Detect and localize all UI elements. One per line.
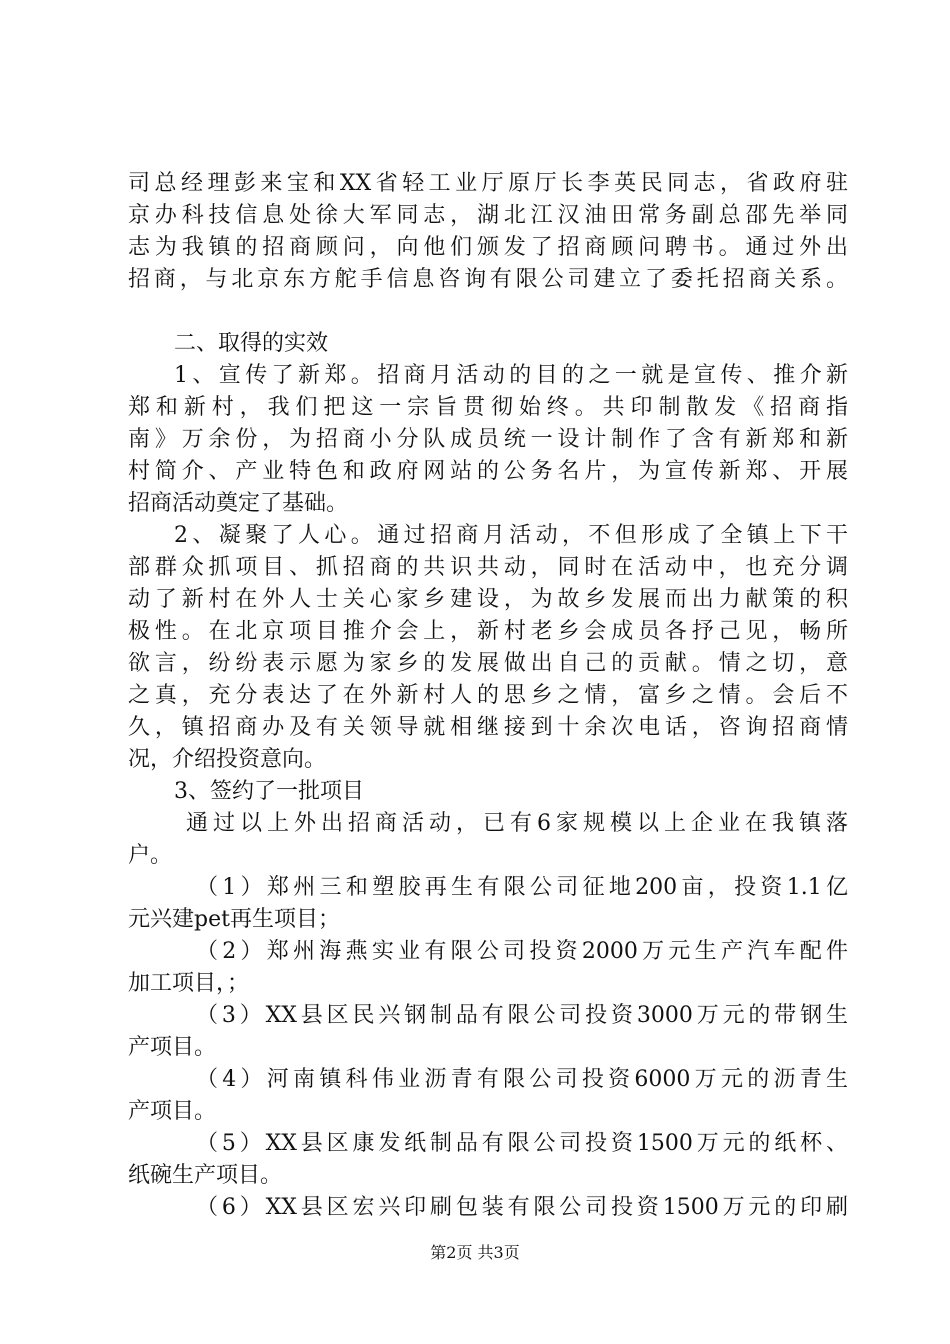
text-line: 久，镇招商办及有关领导就相继接到十余次电话，咨询招商情 [128, 715, 848, 740]
text-line: 郑和新村，我们把这一宗旨贯彻始终。共印制散发《招商指 [128, 395, 848, 420]
text-line: 纸碗生产项目。 [128, 1163, 283, 1188]
text-line: 户。 [128, 843, 173, 868]
list-item: （5）XX县区康发纸制品有限公司投资1500万元的纸杯、 [196, 1131, 848, 1156]
text-line: 元兴建pet再生项目； [128, 907, 340, 932]
subsection-heading: 3、签约了一批项目 [174, 779, 364, 804]
paragraph-gap [128, 296, 848, 328]
list-item: （1）郑州三和塑胶再生有限公司征地200亩，投资1.1亿 [196, 875, 848, 900]
list-item: （2）郑州海燕实业有限公司投资2000万元生产汽车配件 [196, 939, 848, 964]
list-item: （3）XX县区民兴钢制品有限公司投资3000万元的带钢生 [196, 1003, 848, 1028]
text-line: 村简介、产业特色和政府网站的公务名片，为宣传新郑、开展 [128, 459, 848, 484]
list-item: （6）XX县区宏兴印刷包装有限公司投资1500万元的印刷 [196, 1195, 848, 1220]
section-heading: 二、取得的实效 [174, 331, 329, 356]
text-line: 产项目。 [128, 1035, 217, 1060]
text-line: 欲言，纷纷表示愿为家乡的发展做出自己的贡献。情之切，意 [128, 651, 848, 676]
text-line: 司总经理彭来宝和XX省轻工业厅原厅长李英民同志，省政府驻 [128, 171, 848, 196]
text-line: 通过以上外出招商活动，已有6家规模以上企业在我镇落 [186, 811, 848, 836]
text-line: 况，介绍投资意向。 [128, 747, 327, 772]
text-line: 部群众抓项目、抓招商的共识共动，同时在活动中，也充分调 [128, 555, 848, 580]
text-line: 招商，与北京东方舵手信息咨询有限公司建立了委托招商关系。 [128, 267, 848, 292]
text-line: 南》万余份，为招商小分队成员统一设计制作了含有新郑和新 [128, 427, 848, 452]
text-line: 招商活动奠定了基础。 [128, 491, 349, 516]
text-line: 之真，充分表达了在外新村人的思乡之情，富乡之情。会后不 [128, 683, 848, 708]
page-number-footer: 第2页 共3页 [430, 1243, 520, 1262]
text-line: 京办科技信息处徐大军同志，湖北江汉油田常务副总邵先举同 [128, 203, 848, 228]
text-line: 1、宣传了新郑。招商月活动的目的之一就是宣传、推介新 [174, 363, 848, 388]
text-line: 极性。在北京项目推介会上，新村老乡会成员各抒己见，畅所 [128, 619, 848, 644]
text-line: 2、凝聚了人心。通过招商月活动，不但形成了全镇上下干 [174, 523, 848, 548]
text-line: 加工项目，； [128, 971, 250, 996]
text-line: 产项目。 [128, 1099, 217, 1124]
text-line: 动了新村在外人士关心家乡建设，为故乡发展而出力献策的积 [128, 587, 848, 612]
text-line: 志为我镇的招商顾问，向他们颁发了招商顾问聘书。通过外出 [128, 235, 848, 260]
list-item: （4）河南镇科伟业沥青有限公司投资6000万元的沥青生 [196, 1067, 848, 1092]
document-body [128, 168, 848, 1224]
